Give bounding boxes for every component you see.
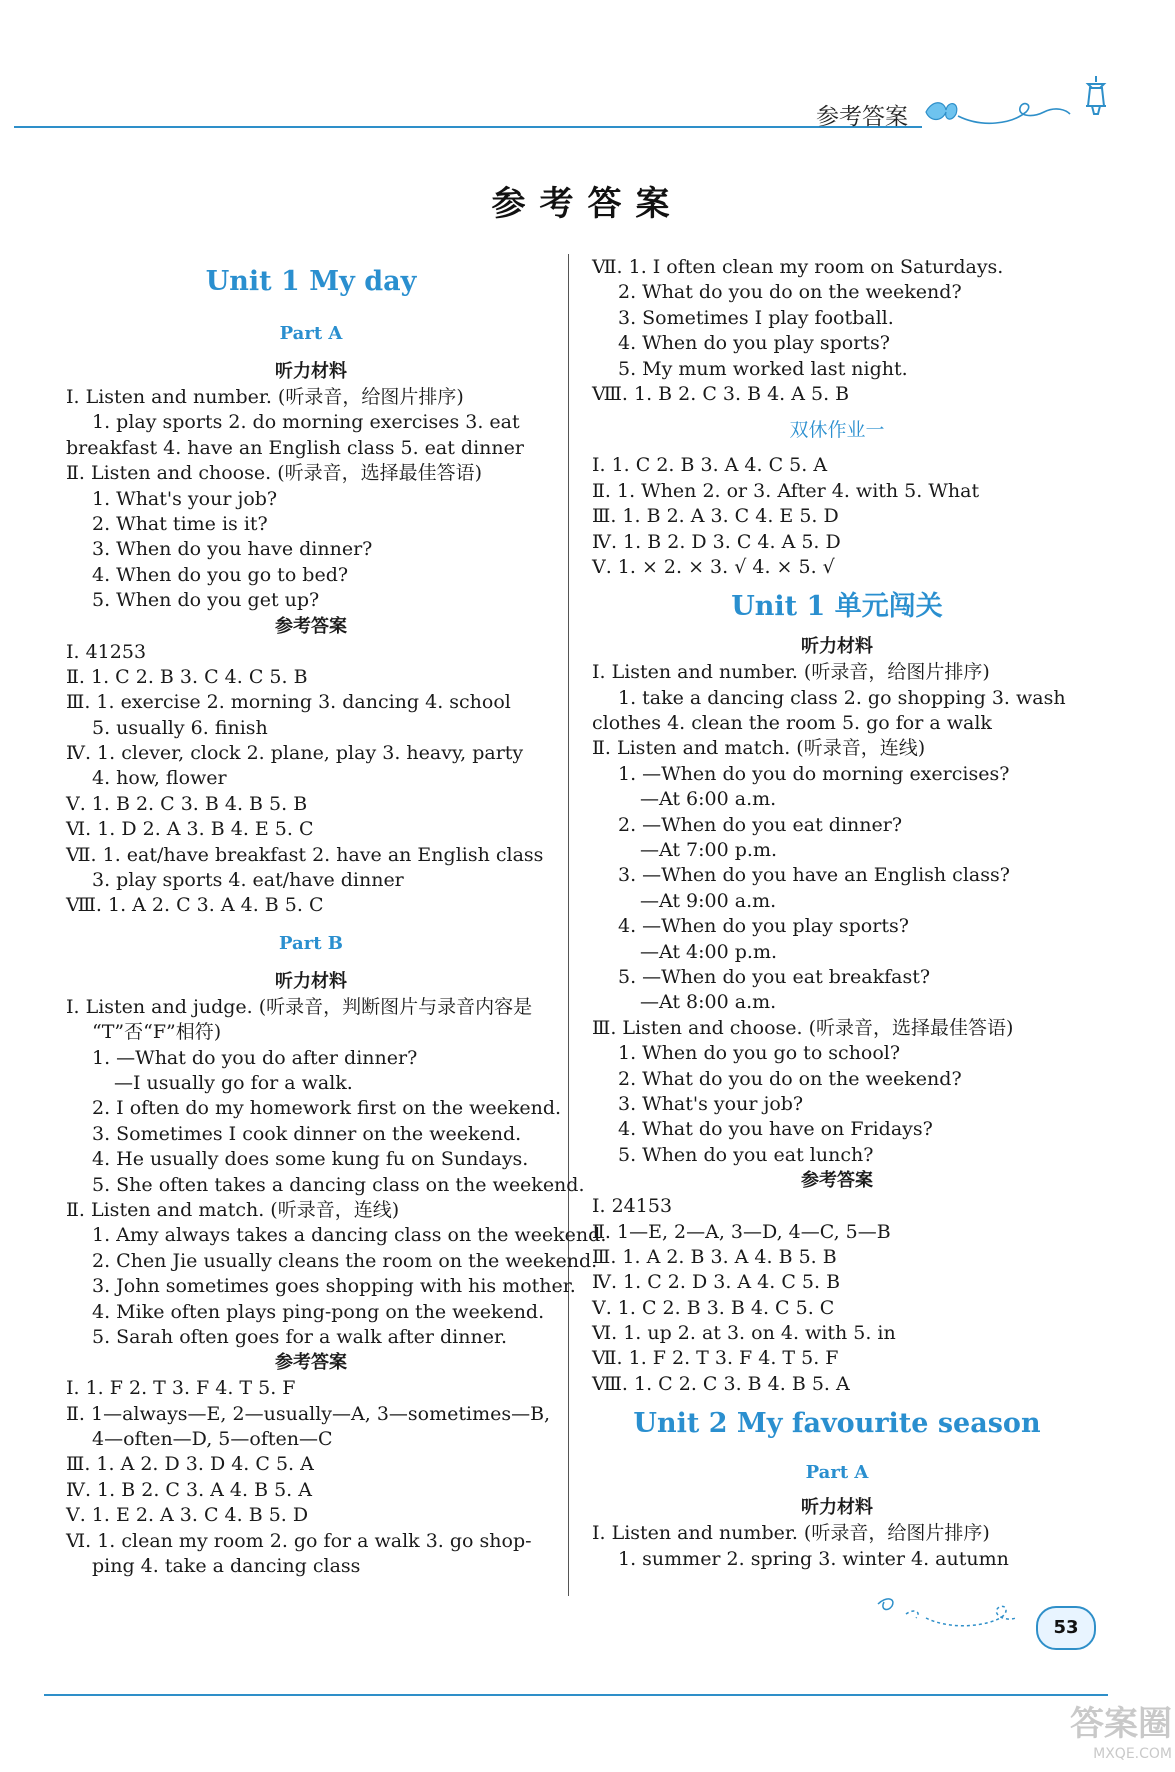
text-line: Ⅴ. 1. B 2. C 3. B 4. B 5. B: [66, 792, 308, 815]
text-line: —At 8:00 a.m.: [640, 991, 777, 1014]
text-line: Ⅶ. 1. I often clean my room on Saturdays.: [592, 256, 1004, 278]
text-line: Ⅵ. 1. clean my room 2. go for a walk 3. go shop-: [66, 1529, 532, 1552]
text-line: Ⅳ. 1. clever, clock 2. plane, play 3. heavy, party: [66, 742, 524, 765]
unit-heading: Unit 1 单元闯关: [731, 591, 943, 623]
text-line: Ⅴ. 1. E 2. A 3. C 4. B 5. D: [66, 1504, 309, 1527]
text-line: —At 6:00 a.m.: [640, 788, 777, 811]
text-line: 3. Sometimes I play football.: [618, 306, 894, 329]
text-line: 2. I often do my homework first on the weekend.: [92, 1097, 562, 1120]
text-line: 2. What do you do on the weekend?: [618, 281, 962, 304]
text-line: Ⅲ. 1. A 2. D 3. D 4. C 5. A: [66, 1453, 314, 1476]
text-line: Ⅰ. Listen and judge. (听录音，判断图片与录音内容是: [66, 995, 533, 1018]
text-line: 3. John sometimes goes shopping with his mother.: [92, 1275, 576, 1298]
text-line: Ⅶ. 1. eat/have breakfast 2. have an English class: [66, 843, 544, 866]
column-divider: [568, 254, 569, 1596]
text-line: 5. When do you get up?: [92, 589, 320, 612]
text-line: Ⅱ. 1. When 2. or 3. After 4. with 5. What: [592, 479, 980, 502]
section-subheading: 听力材料: [801, 636, 873, 658]
text-line: 3. What's your job?: [618, 1092, 804, 1115]
text-line: Ⅳ. 1. B 2. C 3. A 4. B 5. A: [66, 1478, 312, 1501]
section-subheading: 听力材料: [275, 361, 347, 382]
text-line: 4. Mike often plays ping-pong on the weekend.: [92, 1300, 545, 1323]
text-line: Ⅱ. 1—always—E, 2—usually—A, 3—sometimes—B,: [66, 1402, 551, 1425]
text-line: Ⅴ. 1. × 2. × 3. √ 4. × 5. √: [592, 555, 835, 578]
text-line: 5. When do you eat lunch?: [618, 1143, 874, 1166]
watermark-logo: 答案圈: [1070, 1704, 1172, 1744]
text-line: 4. What do you have on Fridays?: [618, 1118, 933, 1141]
text-line: Ⅲ. 1. exercise 2. morning 3. dancing 4. school: [66, 691, 511, 714]
text-line: 4. When do you play sports?: [618, 332, 890, 355]
watermark: [1032, 1704, 1172, 1772]
text-line: 2. What do you do on the weekend?: [618, 1067, 962, 1090]
text-line: 2. What time is it?: [92, 512, 268, 535]
text-line: 1. When do you go to school?: [618, 1042, 901, 1065]
part-heading: Part B: [279, 932, 343, 954]
text-line: 3. When do you have dinner?: [92, 538, 373, 561]
lantern-icon: [1082, 74, 1110, 120]
text-line: 1. play sports 2. do morning exercises 3. eat: [92, 411, 520, 434]
text-line: breakfast 4. have an English class 5. eat dinner: [66, 436, 524, 459]
text-line: Ⅱ. 1—E, 2—A, 3—D, 4—C, 5—B: [592, 1220, 891, 1243]
decorative-swirl-icon: [876, 1592, 1036, 1632]
text-line: Ⅲ. 1. B 2. A 3. C 4. E 5. D: [592, 505, 839, 528]
text-line: 5. Sarah often goes for a walk after dinner.: [92, 1325, 507, 1348]
text-line: —I usually go for a walk.: [114, 1071, 353, 1094]
text-line: 3. play sports 4. eat/have dinner: [92, 869, 404, 892]
text-line: Ⅰ. Listen and number. (听录音，给图片排序): [592, 661, 990, 684]
text-line: Ⅰ. 1. C 2. B 3. A 4. C 5. A: [592, 454, 828, 477]
text-line: ping 4. take a dancing class: [92, 1555, 361, 1578]
left-column: [66, 255, 607, 1579]
text-line: 4. When do you go to bed?: [92, 563, 349, 586]
part-heading: Part A: [279, 323, 343, 344]
text-line: Ⅰ. 41253: [66, 640, 147, 663]
text-line: Ⅷ. 1. C 2. C 3. B 4. B 5. A: [592, 1372, 850, 1395]
footer-rule: [44, 1694, 1108, 1696]
header-rule: [14, 126, 922, 128]
text-line: Ⅴ. 1. C 2. B 3. B 4. C 5. C: [592, 1296, 835, 1319]
text-line: clothes 4. clean the room 5. go for a walk: [592, 712, 992, 735]
unit-heading: Unit 1 My day: [205, 266, 417, 297]
text-line: 5. usually 6. finish: [92, 716, 268, 739]
text-line: —At 9:00 a.m.: [640, 889, 777, 912]
text-line: Ⅳ. 1. C 2. D 3. A 4. C 5. B: [592, 1271, 841, 1294]
text-line: 3. Sometimes I cook dinner on the weekend.: [92, 1122, 522, 1145]
text-line: 4. —When do you play sports?: [618, 915, 909, 938]
text-line: Ⅱ. Listen and match. (听录音，连线): [66, 1198, 400, 1221]
right-column: [592, 255, 1082, 1572]
text-line: Ⅱ. Listen and choose. (听录音，选择最佳答语): [66, 462, 483, 485]
section-subheading: 听力材料: [275, 970, 347, 992]
text-line: 1. —What do you do after dinner?: [92, 1046, 418, 1069]
section-subheading: 参考答案: [801, 1170, 873, 1192]
text-line: Ⅰ. Listen and number. (听录音，给图片排序): [592, 1522, 990, 1545]
text-line: Ⅰ. 1. F 2. T 3. F 4. T 5. F: [66, 1377, 296, 1400]
watermark-url: MXQE.COM: [1093, 1746, 1172, 1762]
text-line: Ⅵ. 1. D 2. A 3. B 4. E 5. C: [66, 818, 314, 841]
text-line: —At 4:00 p.m.: [640, 940, 778, 963]
text-line: 1. summer 2. spring 3. winter 4. autumn: [618, 1547, 1009, 1570]
text-line: Ⅲ. 1. A 2. B 3. A 4. B 5. B: [592, 1245, 837, 1268]
part-heading: Part A: [805, 1462, 869, 1484]
text-line: Ⅱ. Listen and match. (听录音，连线): [592, 737, 926, 760]
text-line: —At 7:00 p.m.: [640, 839, 778, 862]
text-line: Ⅳ. 1. B 2. D 3. C 4. A 5. D: [592, 530, 841, 553]
page-number: 53: [1036, 1606, 1096, 1650]
text-line: Ⅶ. 1. F 2. T 3. F 4. T 5. F: [592, 1347, 839, 1370]
page-header: [0, 0, 1175, 140]
text-line: Ⅰ. Listen and number. (听录音，给图片排序): [66, 386, 464, 408]
page-title: 参考答案: [491, 184, 684, 224]
text-line: 5. She often takes a dancing class on the weekend.: [92, 1173, 585, 1196]
butterfly-icon: [922, 94, 1072, 130]
text-line: Ⅵ. 1. up 2. at 3. on 4. with 5. in: [592, 1322, 896, 1345]
text-line: Ⅷ. 1. B 2. C 3. B 4. A 5. B: [592, 382, 850, 405]
text-line: 1. take a dancing class 2. go shopping 3. wash: [618, 686, 1066, 709]
text-line: Ⅰ. 24153: [592, 1195, 673, 1218]
text-line: 3. —When do you have an English class?: [618, 864, 1010, 887]
text-line: 4. He usually does some kung fu on Sundays.: [92, 1148, 529, 1171]
section-subheading: 参考答案: [275, 1352, 347, 1374]
text-line: Ⅱ. 1. C 2. B 3. C 4. C 5. B: [66, 665, 308, 688]
text-line: 1. —When do you do morning exercises?: [618, 762, 1010, 785]
text-line: Ⅲ. Listen and choose. (听录音，选择最佳答语): [592, 1016, 1014, 1039]
section-subheading: 参考答案: [275, 615, 347, 637]
text-line: 5. —When do you eat breakfast?: [618, 965, 931, 988]
text-line: 4. how, flower: [92, 767, 227, 790]
section-subheading: 听力材料: [801, 1497, 873, 1519]
unit-heading: Unit 2 My favourite season: [633, 1408, 1041, 1440]
text-line: “T”否“F”相符): [92, 1021, 222, 1044]
text-line: 5. My mum worked last night.: [618, 357, 908, 380]
text-line: 1. Amy always takes a dancing class on the weekend.: [92, 1224, 607, 1247]
text-line: 2. —When do you eat dinner?: [618, 813, 903, 836]
text-line: Ⅷ. 1. A 2. C 3. A 4. B 5. C: [66, 894, 324, 917]
text-line: 1. What's your job?: [92, 487, 278, 510]
text-line: 4—often—D, 5—often—C: [92, 1428, 333, 1451]
section-subheading: 双休作业一: [789, 419, 885, 442]
text-line: 2. Chen Jie usually cleans the room on the weekend.: [92, 1249, 598, 1272]
header-title: 参考答案: [816, 104, 908, 130]
